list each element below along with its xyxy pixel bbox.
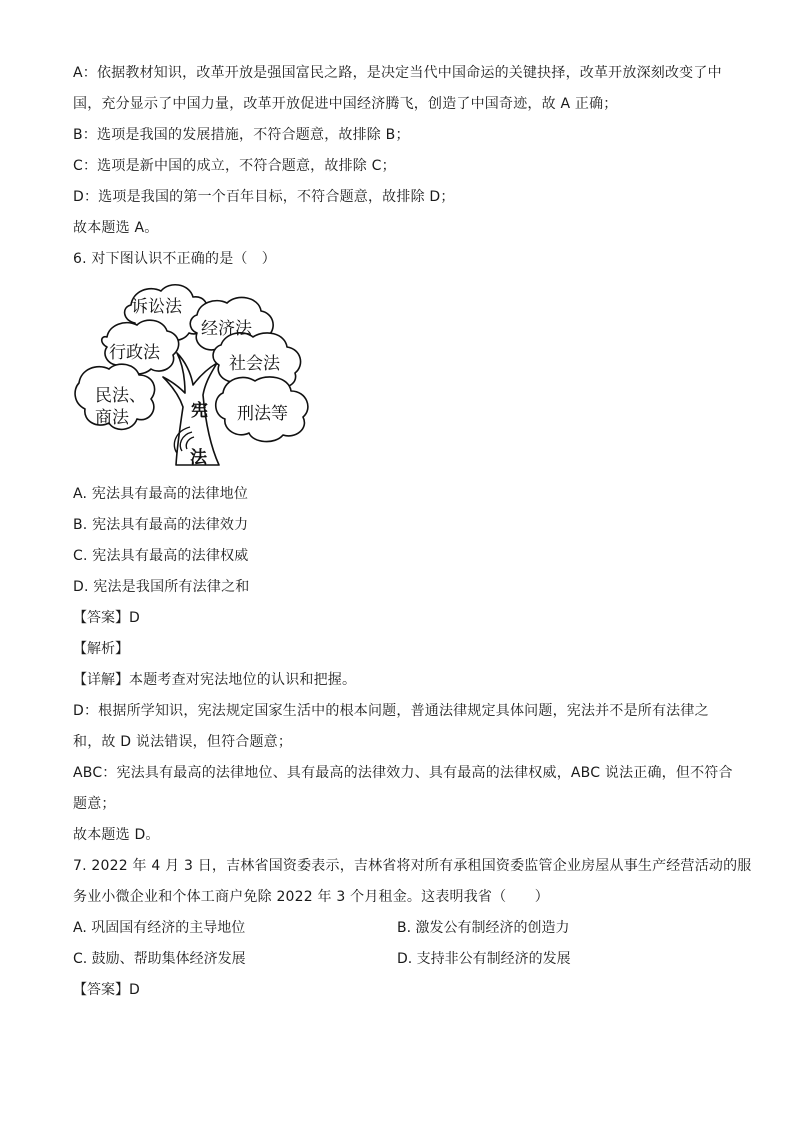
q5-conclusion: 故本题选 A。 xyxy=(73,220,159,236)
q6-analysis-d-line1: D：根据所学知识，宪法规定国家生活中的根本问题，普通法律规定具体问题，宪法并不是所有法律之 xyxy=(73,703,709,719)
q6-analysis-abc-line2: 题意； xyxy=(73,796,116,812)
trunk-label-fa: 法 xyxy=(190,448,207,468)
document-page xyxy=(73,58,752,1006)
q7-option-c: C. 鼓励、帮助集体经济发展 xyxy=(73,951,246,967)
q6-answer-label: 【答案】 xyxy=(73,610,129,626)
q6-option-a: A. 宪法具有最高的法律地位 xyxy=(73,486,249,502)
q6-analysis-abc-line1: ABC：宪法具有最高的法律地位、具有最高的法律效力、具有最高的法律权威，ABC 说法正确，但不符合 xyxy=(73,765,733,781)
q7-option-d: D. 支持非公有制经济的发展 xyxy=(397,951,571,967)
q6-conclusion: 故本题选 D。 xyxy=(73,827,160,843)
law-tree-figure xyxy=(73,277,333,473)
q5-analysis-c: C：选项是新中国的成立，不符合题意，故排除 C； xyxy=(73,158,396,174)
q7-answer-value: D xyxy=(129,982,140,998)
q7-answer xyxy=(73,975,723,1006)
leaf-label-litigation-law: 诉讼法 xyxy=(131,297,182,317)
q7-options-row2 xyxy=(73,944,723,975)
q7-options-row1 xyxy=(73,913,723,944)
q6-option-b: B. 宪法具有最高的法律效力 xyxy=(73,517,249,533)
trunk-label-xian: 宪 xyxy=(191,401,208,421)
q6-option-c: C. 宪法具有最高的法律权威 xyxy=(73,548,249,564)
leaf-label-commercial-law: 商法 xyxy=(95,408,129,428)
q5-analysis-b: B：选项是我国的发展措施，不符合题意，故排除 B； xyxy=(73,127,410,143)
q7-option-a: A. 巩固国有经济的主导地位 xyxy=(73,920,246,936)
leaf-label-economic-law: 经济法 xyxy=(201,319,252,339)
q5-analysis-d: D：选项是我国的第一个百年目标，不符合题意，故排除 D； xyxy=(73,189,455,205)
q7-answer-label: 【答案】 xyxy=(73,982,129,998)
leaf-label-civil-law: 民法、 xyxy=(95,386,146,406)
leaf-label-administrative-law: 行政法 xyxy=(109,343,160,363)
q5-analysis-a-line1: A：依据教材知识，改革开放是强国富民之路，是决定当代中国命运的关键抉择，改革开放深刻改变了中 xyxy=(73,65,722,81)
q7-stem-line1: 7. 2022 年 4 月 3 日，吉林省国资委表示，吉林省将对所有承租国资委监管企业房屋从事生产经营活动的服 xyxy=(73,858,752,874)
q6-detail-label: 【详解】 xyxy=(73,672,129,688)
q7-stem-line2: 务业小微企业和个体工商户免除 2022 年 3 个月租金。这表明我省（ ） xyxy=(73,889,549,905)
q6-analysis-heading xyxy=(73,634,723,665)
q6-detail-text: 本题考查对宪法地位的认识和把握。 xyxy=(129,672,357,688)
q7-option-b: B. 激发公有制经济的创造力 xyxy=(397,920,570,936)
q5-analysis-a-line2: 国，充分显示了中国力量，改革开放促进中国经济腾飞，创造了中国奇迹，故 A 正确； xyxy=(73,96,618,112)
leaf-label-criminal-law: 刑法等 xyxy=(237,404,288,424)
leaf-label-social-law: 社会法 xyxy=(229,354,280,374)
q6-answer-value: D xyxy=(129,610,140,626)
q6-stem: 6. 对下图认识不正确的是（ ） xyxy=(73,251,277,267)
q6-detail xyxy=(73,665,723,696)
q6-answer xyxy=(73,603,723,634)
q6-option-d: D. 宪法是我国所有法律之和 xyxy=(73,579,250,595)
q6-analysis-d-line2: 和，故 D 说法错误，但符合题意； xyxy=(73,734,293,750)
q6-analysis-label: 【解析】 xyxy=(73,641,129,657)
